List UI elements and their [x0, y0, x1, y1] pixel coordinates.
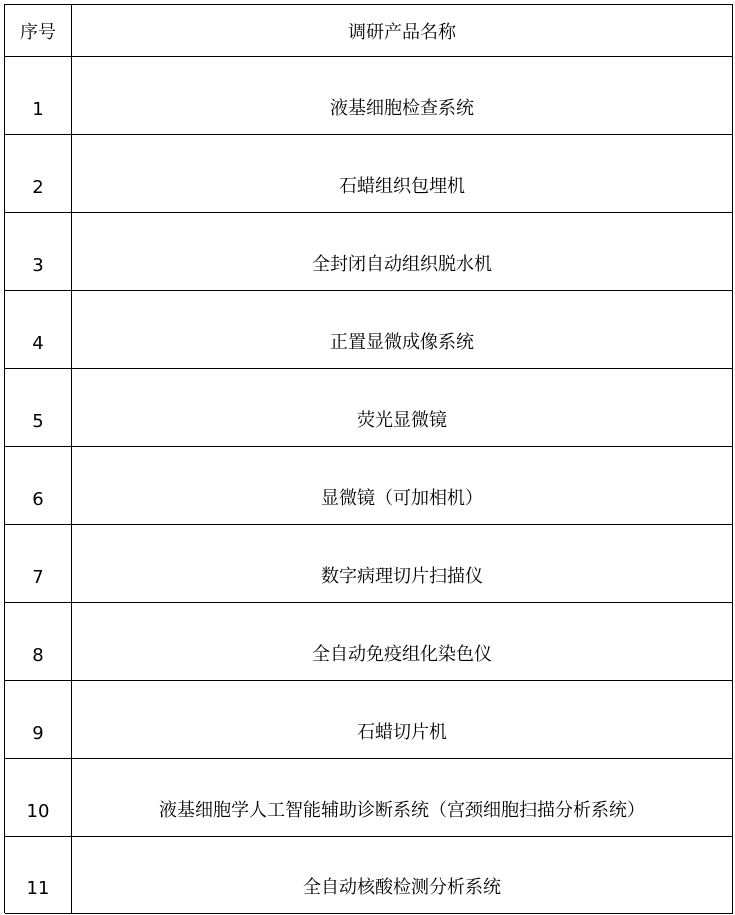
- row-name-cell: 显微镜（可加相机）: [72, 447, 733, 524]
- product-survey-table: [4, 4, 733, 913]
- header-number-cell: 序号: [5, 5, 72, 56]
- table-row: [5, 759, 733, 837]
- row-name-cell: 全自动免疫组化染色仪: [72, 603, 733, 680]
- row-name-cell: 石蜡组织包埋机: [72, 135, 733, 212]
- row-name-cell: 液基细胞学人工智能辅助诊断系统（宫颈细胞扫描分析系统）: [72, 759, 733, 836]
- row-number-cell: 1: [5, 57, 72, 134]
- row-number-cell: 8: [5, 603, 72, 680]
- table-row: [5, 603, 733, 681]
- row-name-cell: 全封闭自动组织脱水机: [72, 213, 733, 290]
- row-number-cell: 10: [5, 759, 72, 836]
- row-number-cell: 2: [5, 135, 72, 212]
- row-number-cell: 11: [5, 837, 72, 913]
- row-name-cell: 全自动核酸检测分析系统: [72, 837, 733, 913]
- row-name-cell: 数字病理切片扫描仪: [72, 525, 733, 602]
- table-row: [5, 837, 733, 914]
- row-number-cell: 5: [5, 369, 72, 446]
- table-row: [5, 681, 733, 759]
- table-row: [5, 213, 733, 291]
- table-row: [5, 447, 733, 525]
- row-name-cell: 石蜡切片机: [72, 681, 733, 758]
- row-number-cell: 4: [5, 291, 72, 368]
- header-name-cell: 调研产品名称: [72, 5, 733, 56]
- row-number-cell: 7: [5, 525, 72, 602]
- table-row: [5, 135, 733, 213]
- row-name-cell: 正置显微成像系统: [72, 291, 733, 368]
- table-row: [5, 525, 733, 603]
- row-number-cell: 6: [5, 447, 72, 524]
- row-name-cell: 荧光显微镜: [72, 369, 733, 446]
- table-row: [5, 369, 733, 447]
- table-row: [5, 57, 733, 135]
- row-number-cell: 9: [5, 681, 72, 758]
- table-header-row: [5, 5, 733, 57]
- table-row: [5, 291, 733, 369]
- row-number-cell: 3: [5, 213, 72, 290]
- row-name-cell: 液基细胞检查系统: [72, 57, 733, 134]
